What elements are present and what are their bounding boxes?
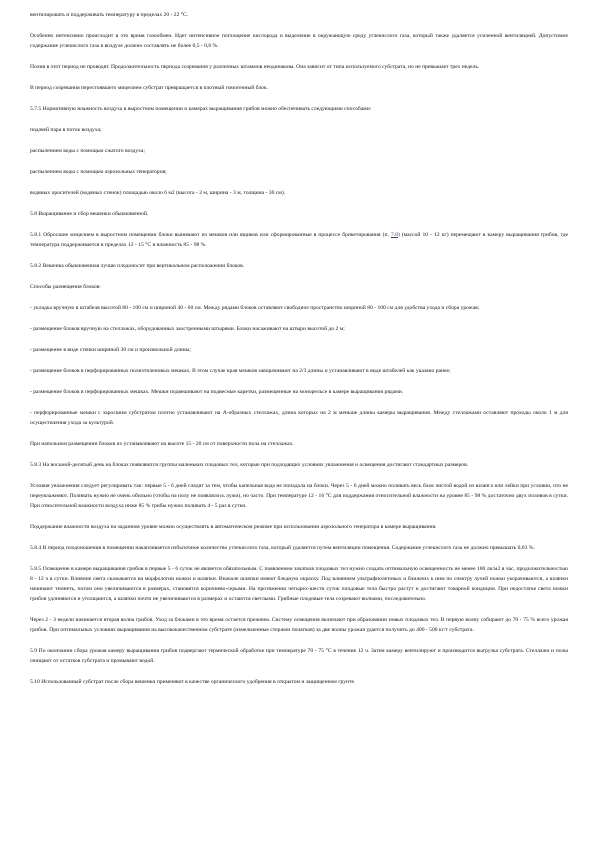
paragraph-post: ) (массой 10 - 12 кг) перемещают в камеру выращивания грибов, где температура поддерживается в пределах 12 - 15 °С и влажность 85 - 98 %. <box>30 232 568 248</box>
paragraph: - размещение блоков в перфорированных полиэтиленовых мешках. В этом случае края мешков заворачивают на 2/3 длины и устанавливают в виде штабелей как указано ранее; <box>30 368 451 374</box>
paragraph: 5.8.2 Вешенка обыкновенная лучше плодоносит при вертикальном расположении блоков. <box>30 263 245 269</box>
paragraph: Поддержание влажности воздуха на заданном уровне можно осуществлять в автоматическом режиме при использовании аэрозольного генератора в камере выращивания. <box>30 524 437 530</box>
paragraph: 5.8.4 В период плодоношения в помещении накапливается избыточное количество углекислого газа, который удаляется путем вентиляции помещения. Содержание углекислого газа не должно превышать 0,03 %. <box>30 545 535 551</box>
paragraph: Через 2 - 3 недели начинается вторая волна грибов. Уход за блоками в это время остается прежним. Систему освещения включают при образовании новых плодовых тел. В первую волну собирают до 70 - 75 % всего урожая грибов. При оптимальных условиях выращивания на высококачественном субстрате (измельченные стержни початков) за две волны урожая удается получить до 400 - 500 кг/т субстрата. <box>30 617 568 633</box>
paragraph: Полив в этот период не проводят. Продолжительность периода созревания у различных штаммов неодинакова. Она зависит от типа используемого субстрата, но не превышает трех недель. <box>30 64 480 70</box>
section-link[interactable]: 7.8 <box>390 232 398 238</box>
paragraph: вентилировать и поддерживать температуру в пределах 20 - 22 °С. <box>30 12 189 18</box>
paragraph: При напольном размещении блоков их устанавливают на высоте 15 - 20 см от поверхности пола на стеллажах. <box>30 441 294 447</box>
paragraph: - перфорированные мешки с заросшим субстратом плотно устанавливают на А-образных стеллажах, длина которых на 2 м меньше длины камеры выращивания. Между стеллажами оставляют проходы около 1 м для осуществления ухода за культурой. <box>30 410 568 426</box>
paragraph: распылением воды с помощью сжатого воздуха; <box>30 148 145 154</box>
paragraph: - размещение блоков в перфорированных мешках. Мешки подвешивают на подвесные каретки, размещенные на монорельсе в камере выращивания рядами. <box>30 389 404 395</box>
paragraph: подачей пара в поток воздуха; <box>30 127 102 133</box>
paragraph: 5.9 По окончании сбора урожая камеру выращивания грибов подвергают термической обработке при температуре 70 - 75 °С в течение 12 ч. Затем камеру вентилируют и производится выгрузка субстрата. Стеллажи и полы очищают от остатков субстрата и промывают водой. <box>30 648 568 664</box>
paragraph: Особенно интенсивно происходит в это время газообмен. Идет интенсивное поглощение кислорода и выделение в окружающую среду углекислого газа, который также удаляется усиленной вентиляцией. Допустимое содержание углекислого газа в воздухе должно составлять не более 0,5 - 0,6 %. <box>30 33 568 49</box>
paragraph: водяных оросителей (водяных стенок) площадью около 6 м2 (высота - 2 м, ширина - 3 м, толщина - 30 см). <box>30 190 286 196</box>
paragraph: - укладка вручную в штабеля высотой 80 - 100 см и шириной 40 - 60 см. Между рядами блоков оставляют свободное пространство шириной 80 - 100 см для удобства ухода и сбора урожая; <box>30 305 480 311</box>
paragraph: распылением воды с помощью аэрозольных генераторов; <box>30 169 167 175</box>
paragraph: 5.10 Использованный субстрат после сбора вешенки применяют в качестве органического удобрения в открытом и защищенном грунте. <box>30 679 356 685</box>
paragraph-pre: 5.8.1 Обросшие мицелием в выростном помещении блоки вынимают из мешков или ящиков или сформированные в процессе брикетирования (п. <box>30 232 391 238</box>
paragraph: Способы размещения блоков: <box>30 284 101 290</box>
paragraph: 5.8 Выращивание и сбор вешенки обыкновенной. <box>30 211 149 217</box>
paragraph: - размещение блоков вручную на стеллажах, оборудованных заостренными штырями. Блоки насаживают на штыри высотой до 2 м; <box>30 326 345 332</box>
paragraph: В период созревания перестоявшего мицелием субстрат превращается в плотный гомогенный блок. <box>30 85 269 91</box>
document-page <box>30 10 568 687</box>
paragraph: 5.8.3 На восьмой-десятый день на блоках появляются группы маленьких плодовых тел, которые при подходящих условиях увлажнения и освещения достигают стандартных размеров. <box>30 462 469 468</box>
paragraph <box>30 230 568 250</box>
paragraph: 5.7.5 Нормативную влажность воздуха в выростном помещении и камерах выращивания грибов можно обеспечивать следующими способами: <box>30 106 372 112</box>
paragraph: Условия увлажнения следует регулировать так: первые 5 - 6 дней следят за тем, чтобы капельная вода не попадала на блоки. Через 5 - 6 дней можно поливать весь блок чистой водой из шланга или лейки при условии, что не переувлажняют. Поливать нужно не очень обильно (чтобы на полу не появлялось лужи), но часто. При температуре 12 - 16 °С для поддержания относительной влажности на уровне 85 - 98 % достаточно двух поливов в сутки. При относительной влажности воздуха ниже 85 % грибы нужно поливать 4 - 5 раз в сутки. <box>30 483 568 509</box>
paragraph: 5.8.5 Освещение в камере выращивания грибов в первые 5 - 6 суток не является обязательным. С появлением зачатков плодовых тел нужно создать оптимальную освещенность не менее 100 лк/м2 в час, продолжительностью 8 - 12 ч в сутки. Влияние света сказывается на морфологии ножки и шляпки. Вначале шляпки имеют бледную окраску. Под влиянием ультрафиолетовых и ближних к ним по спектру лучей ножки укорачиваются, а шляпки начинают темнеть, потом они увеличиваются в размерах, становятся коричнево-серыми. На протяжении четырех-шести суток плодовые тела быстро растут и достигают товарной кондиции. При недостатке света ножки грибов удлиняются и утолщаются, а шляпки почти не увеличиваются в размерах и остаются светлыми. Грибные плодовые тела созревают волнами, последовательно. <box>30 566 568 602</box>
paragraph: - размещение в виде стенки шириной 30 см и произвольной длины; <box>30 347 191 353</box>
